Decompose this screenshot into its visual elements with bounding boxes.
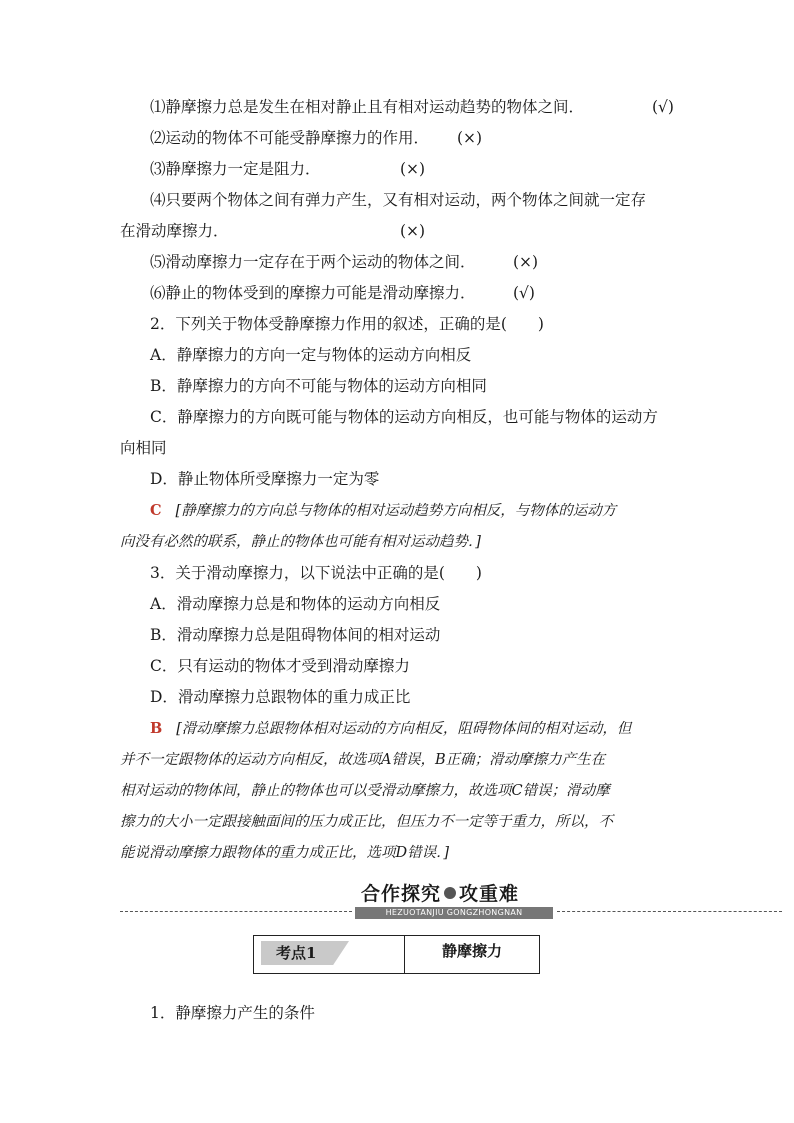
q3-explanation-line5: 能说滑动摩擦力跟物体的重力成正比，选项D错误．] bbox=[120, 845, 450, 861]
judgment-3-mark: (×) bbox=[400, 160, 426, 178]
q3-option-c: C．只有运动的物体才受到滑动摩擦力 bbox=[150, 657, 410, 675]
q3-explanation-line4: 擦力的大小一定跟接触面间的压力成正比，但压力不一定等于重力，所以，不 bbox=[120, 814, 613, 830]
q3-stem: 3．关于滑动摩擦力，以下说法中正确的是( ) bbox=[150, 564, 482, 582]
judgment-4-line2 bbox=[120, 221, 229, 241]
q3-explanation-line2: 并不一定跟物体的运动方向相反，故选项A错误，B正确；滑动摩擦力产生在 bbox=[120, 752, 606, 768]
section-title bbox=[355, 877, 555, 919]
judgment-4-line1 bbox=[150, 190, 646, 210]
bullet-icon bbox=[444, 887, 456, 899]
section-title-text bbox=[361, 879, 519, 906]
q3-option-d: D．滑动摩擦力总跟物体的重力成正比 bbox=[150, 688, 411, 706]
judgment-6 bbox=[150, 283, 476, 303]
judgment-3 bbox=[150, 159, 321, 179]
judgment-5-mark: (×) bbox=[513, 253, 539, 271]
judgment-4-text: ⑷只要两个物体之间有弹力产生，又有相对运动，两个物体之间就一定存 bbox=[150, 191, 647, 209]
q2-option-c: C．静摩擦力的方向既可能与物体的运动方向相反，也可能与物体的运动方 bbox=[150, 408, 658, 426]
section-title-right: 攻重难 bbox=[459, 883, 520, 905]
heading-condition: 1．静摩擦力产生的条件 bbox=[150, 1004, 315, 1022]
q2-answer bbox=[150, 501, 616, 521]
judgment-5 bbox=[150, 252, 476, 272]
q3-explanation: [滑动摩擦力总跟物体相对运动的方向相反，阻碍物体间的相对运动，但 bbox=[176, 721, 632, 737]
section-divider-left bbox=[120, 911, 352, 912]
q3-option-b: B．滑动摩擦力总是阻碍物体间的相对运动 bbox=[150, 626, 441, 644]
judgment-4-text-cont: 在滑动摩擦力． bbox=[120, 222, 229, 240]
q2-answer-letter: C bbox=[150, 502, 162, 519]
judgment-1-text: ⑴静摩擦力总是发生在相对静止且有相对运动趋势的物体之间． bbox=[150, 98, 585, 116]
judgment-3-text: ⑶静摩擦力一定是阻力． bbox=[150, 160, 321, 178]
judgment-2-text: ⑵运动的物体不可能受静摩擦力的作用． bbox=[150, 129, 430, 147]
q2-option-d: D．静止物体所受摩擦力一定为零 bbox=[150, 470, 380, 488]
section-divider-right bbox=[557, 911, 782, 912]
judgment-2-mark: (×) bbox=[457, 129, 483, 147]
kaodian-box bbox=[253, 935, 540, 974]
q2-option-b: B．静摩擦力的方向不可能与物体的运动方向相同 bbox=[150, 377, 487, 395]
judgment-6-mark: (√) bbox=[513, 284, 535, 302]
section-pinyin: HEZUOTANJIU GONGZHONGNAN bbox=[355, 907, 553, 919]
section-title-left: 合作探究 bbox=[361, 883, 442, 905]
q2-option-c-cont: 向相同 bbox=[120, 439, 167, 457]
judgment-1 bbox=[150, 97, 584, 117]
judgment-2 bbox=[150, 128, 429, 148]
q2-explanation-cont: 向没有必然的联系，静止的物体也可能有相对运动趋势．] bbox=[120, 534, 481, 550]
kaodian-title: 静摩擦力 bbox=[441, 942, 502, 960]
q2-option-a: A．静摩擦力的方向一定与物体的运动方向相反 bbox=[150, 346, 472, 364]
q2-stem: 2．下列关于物体受静摩擦力作用的叙述，正确的是( ) bbox=[150, 315, 544, 333]
q3-answer-letter: B bbox=[150, 720, 163, 737]
q3-option-a: A．滑动摩擦力总是和物体的运动方向相反 bbox=[150, 595, 441, 613]
q2-explanation: [静摩擦力的方向总与物体的相对运动趋势方向相反，与物体的运动方 bbox=[175, 503, 617, 519]
kaodian-label: 考点1 bbox=[276, 944, 317, 962]
q3-explanation-line3: 相对运动的物体间，静止的物体也可以受滑动摩擦力，故选项C错误；滑动摩 bbox=[120, 783, 610, 799]
judgment-4-mark: (×) bbox=[400, 222, 426, 240]
q3-answer bbox=[150, 719, 631, 739]
judgment-1-mark: (√) bbox=[652, 98, 674, 116]
judgment-5-text: ⑸滑动摩擦力一定存在于两个运动的物体之间． bbox=[150, 253, 476, 271]
kaodian-label-cell bbox=[254, 936, 405, 973]
judgment-6-text: ⑹静止的物体受到的摩擦力可能是滑动摩擦力． bbox=[150, 284, 476, 302]
